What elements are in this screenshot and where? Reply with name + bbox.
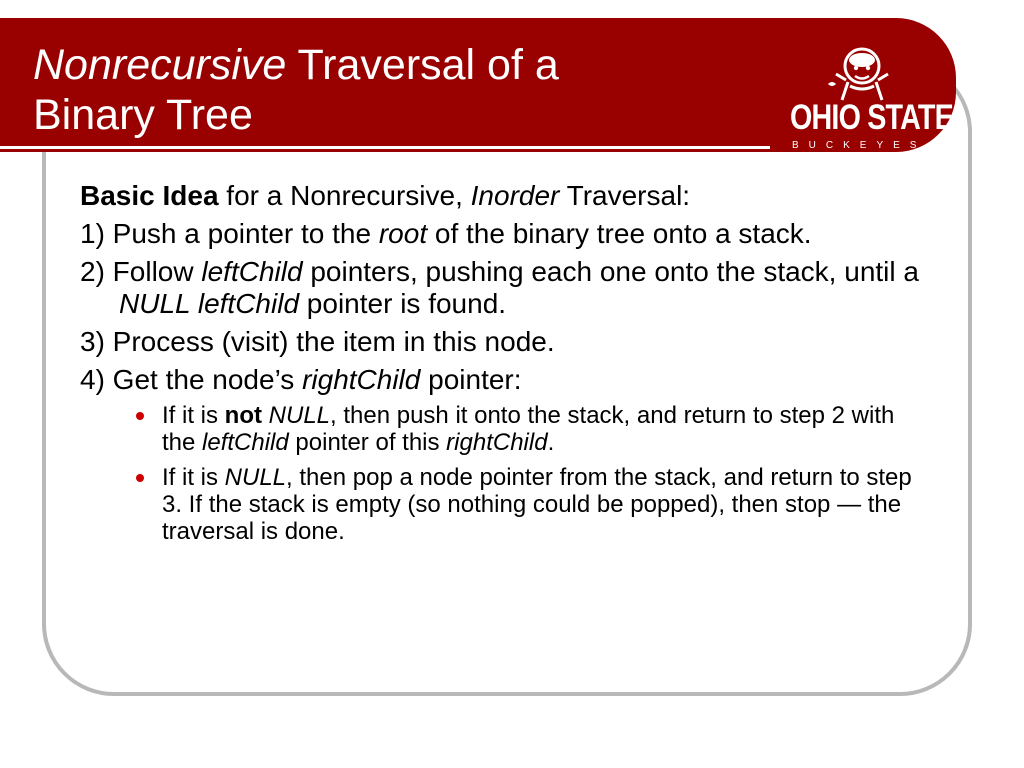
step2-italic-2: NULL leftChild xyxy=(119,288,300,319)
intro-text-1: for a Nonrecursive, xyxy=(218,180,471,211)
b1-text-1: If it is xyxy=(162,402,225,429)
b2-text-2: , then pop a node pointer from the stack, and return to step 3. If the stack is empty (so nothing could be popped), then stop — the traversal is done. xyxy=(162,464,912,545)
logo-wordmark: OHIO STATE xyxy=(790,98,953,137)
intro-italic: Inorder xyxy=(470,180,560,211)
step4-italic-1: rightChild xyxy=(302,364,421,395)
logo-subtitle: BUCKEYES xyxy=(792,140,927,151)
b1-text-3: , then push it onto the stack, and return to step 2 with the xyxy=(162,402,895,456)
title-rest: Traversal of a xyxy=(286,41,559,89)
b1-italic-1: NULL xyxy=(268,402,331,429)
bullet-item-not-null xyxy=(162,402,932,456)
step2-text-2: pointers, pushing each one onto the stack, until a xyxy=(302,256,919,287)
b1-text-5: . xyxy=(547,429,555,456)
ohio-state-logo xyxy=(776,40,956,160)
title-line2: Binary Tree xyxy=(33,91,253,139)
step-2 xyxy=(80,256,950,320)
b1-italic-3: rightChild xyxy=(446,429,548,456)
bullet-item-null xyxy=(162,464,932,545)
step-4 xyxy=(80,364,950,396)
step3-text-1: 3) Process (visit) the item in this node. xyxy=(80,326,555,357)
bullet-dot-icon xyxy=(136,474,144,482)
b2-italic-1: NULL xyxy=(224,464,287,491)
b1-italic-2: leftChild xyxy=(202,429,289,456)
step-1 xyxy=(80,218,950,250)
step1-text-2: of the binary tree onto a stack. xyxy=(427,218,812,249)
slide-title xyxy=(33,40,559,140)
step-3 xyxy=(80,326,950,358)
title-bar xyxy=(0,18,956,152)
title-italic: Nonrecursive xyxy=(33,41,287,89)
step2-italic-1: leftChild xyxy=(201,256,303,287)
step4-text-1: 4) Get the node’s xyxy=(80,364,303,395)
intro-bold: Basic Idea xyxy=(80,180,219,211)
step4-text-2: pointer: xyxy=(420,364,522,395)
b1-text-4: pointer of this xyxy=(288,429,447,456)
title-underline xyxy=(0,146,770,149)
step1-italic-1: root xyxy=(378,218,428,249)
b1-bold-1: not xyxy=(224,402,262,429)
intro-paragraph xyxy=(80,180,950,212)
bullet-dot-icon xyxy=(136,412,144,420)
intro-text-2: Traversal: xyxy=(559,180,691,211)
b2-text-1: If it is xyxy=(162,464,225,491)
step-4-bullets xyxy=(80,402,950,545)
step2-text-1: 2) Follow xyxy=(80,256,202,287)
brutus-mascot-icon xyxy=(822,40,900,104)
b1-text-2 xyxy=(262,402,269,429)
step1-text-1: 1) Push a pointer to the xyxy=(80,218,379,249)
step2-text-3: pointer is found. xyxy=(299,288,507,319)
slide-body xyxy=(80,180,950,553)
logo-trademark: TM xyxy=(936,144,945,150)
